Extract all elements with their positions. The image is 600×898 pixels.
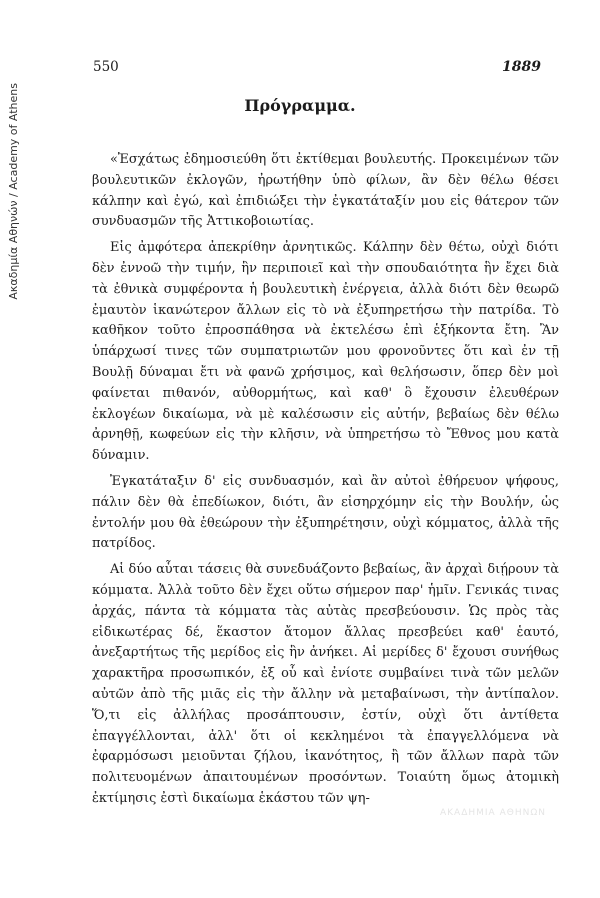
page-number: 550	[93, 59, 119, 75]
watermark-text: Ακαδημία Αθηνών / Academy of Athens	[6, 83, 20, 300]
page-title: Πρόγραμμα.	[244, 96, 356, 115]
paragraph: Εἰς ἀμφότερα ἀπεκρίθην ἀρνητικῶς. Κάλπην δὲν θέτω, οὐχὶ διότι δὲν ἐννοῶ τὴν τιμήν, ἣν περιποιεῖ καὶ τὴν σπουδαιότητα ἣν ἔχει διὰ τὰ ἐθνικὰ συμφέροντα ἡ βουλευτικὴ ἐνέργεια, ἀλλὰ διότι δὲν θεωρῶ ἐμαυτὸν ἱκανώτερον ἄλλων εἰς τὸ νὰ ἐξυπηρετήσω τὴν πατρίδα. Τὸ καθῆκον τοῦτο ἐπροσπάθησα νὰ ἐκτελέσω ἐπὶ ἑξήκοντα ἔτη. Ἂν ὑπάρχωσί τινες τῶν συμπατριωτῶν μου φρονοῦντες ὅτι καὶ ἐν τῇ Βουλῇ δύναμαι ἔτι νὰ φανῶ χρήσιμος, καὶ θελήσωσιν, ὅπερ δὲν μοὶ φαίνεται πιθανόν, αὐθορμήτως, καὶ καθ' ὃ ἔχουσιν ἐλευθέρων ἐκλογέων δικαίωμα, νὰ μὲ καλέσωσιν εἰς αὐτήν, βεβαίως δὲν θέλω ἀρνηθῇ, κωφεύων εἰς τὴν κλῆσιν, νὰ ὑπηρετήσω τὸ Ἔθνος μου κατὰ δύναμιν.	[92, 240, 559, 464]
watermark-stamp: ΑΚΑΔΗΜΙΑ ΑΘΗΝΩΝ	[440, 808, 546, 818]
paragraph: Αἱ δύο αὗται τάσεις θὰ συνεδυάζοντο βεβαίως, ἂν ἀρχαὶ διῄρουν τὰ κόμματα. Ἀλλὰ τοῦτο δὲν ἔχει οὕτω σήμερον παρ' ἡμῖν. Γενικάς τινας ἀρχάς, πάντα τὰ κόμματα τὰς αὐτὰς πρεσβεύουσιν. Ὡς πρὸς τὰς εἰδικωτέρας δέ, ἕκαστον ἄτομον ἄλλας πρεσβεύει καθ' ἑαυτό, ἀνεξαρτήτως τῆς μερίδος εἰς ἣν ἀνήκει. Αἱ μερίδες δ' ἔχουσι συνήθως χαρακτῆρα προσωπικόν, ἐξ οὗ καὶ ἐνίοτε συμβαίνει τινὰ τῶν μελῶν αὐτῶν ἀπὸ τῆς μιᾶς εἰς τὴν ἄλλην νὰ μεταβαίνωσι, τὴν ἀντίπαλον. Ὅ,τι εἰς ἀλλήλας προσάπτουσιν, ἐστίν, οὐχὶ ὅτι ἀντίθετα ἐπαγγέλλονται, ἀλλ' ὅτι οἱ κεκλημένοι τὰ ἐπαγγελλόμενα νὰ ἐφαρμόσωσι μειοῦνται ζήλου, ἱκανότητος, ἢ τῶν ἄλλων παρὰ τῶν πολιτευομένων ἀπαιτουμένων προσόντων. Τοιαύτη ὅμως ἀτομικὴ ἐκτίμησις ἐστὶ δικαίωμα ἑκάστου τῶν ψη-	[92, 562, 559, 806]
side-watermark	[4, 40, 22, 300]
year-header: 1889	[502, 59, 541, 75]
body-text	[92, 150, 559, 815]
paragraph: Ἐγκατάταξιν δ' εἰς συνδυασμόν, καὶ ἂν αὐτοὶ ἐθήρευον ψήφους, πάλιν δὲν θὰ ἐπεδίωκον, διότι, ἂν εἰσηρχόμην εἰς τὴν Βουλήν, ὡς ἐντολήν μου θὰ ἐθεώρουν τὴν ἐξυπηρέτησιν, οὐχὶ κόμματος, ἀλλὰ τῆς πατρίδος.	[92, 473, 559, 552]
paragraph: «Ἐσχάτως ἐδημοσιεύθη ὅτι ἐκτίθεμαι βουλευτής. Προκειμένων τῶν βουλευτικῶν ἐκλογῶν, ἠρωτήθην ὑπὸ φίλων, ἂν δὲν θέλω θέσει κάλπην καὶ ἐγώ, καὶ ἐπιδιώξει τὴν ἐγκατάταξίν μου εἰς θάτερον τῶν συνδυασμῶν τῆς Ἀττικοβοιωτίας.	[92, 152, 559, 230]
